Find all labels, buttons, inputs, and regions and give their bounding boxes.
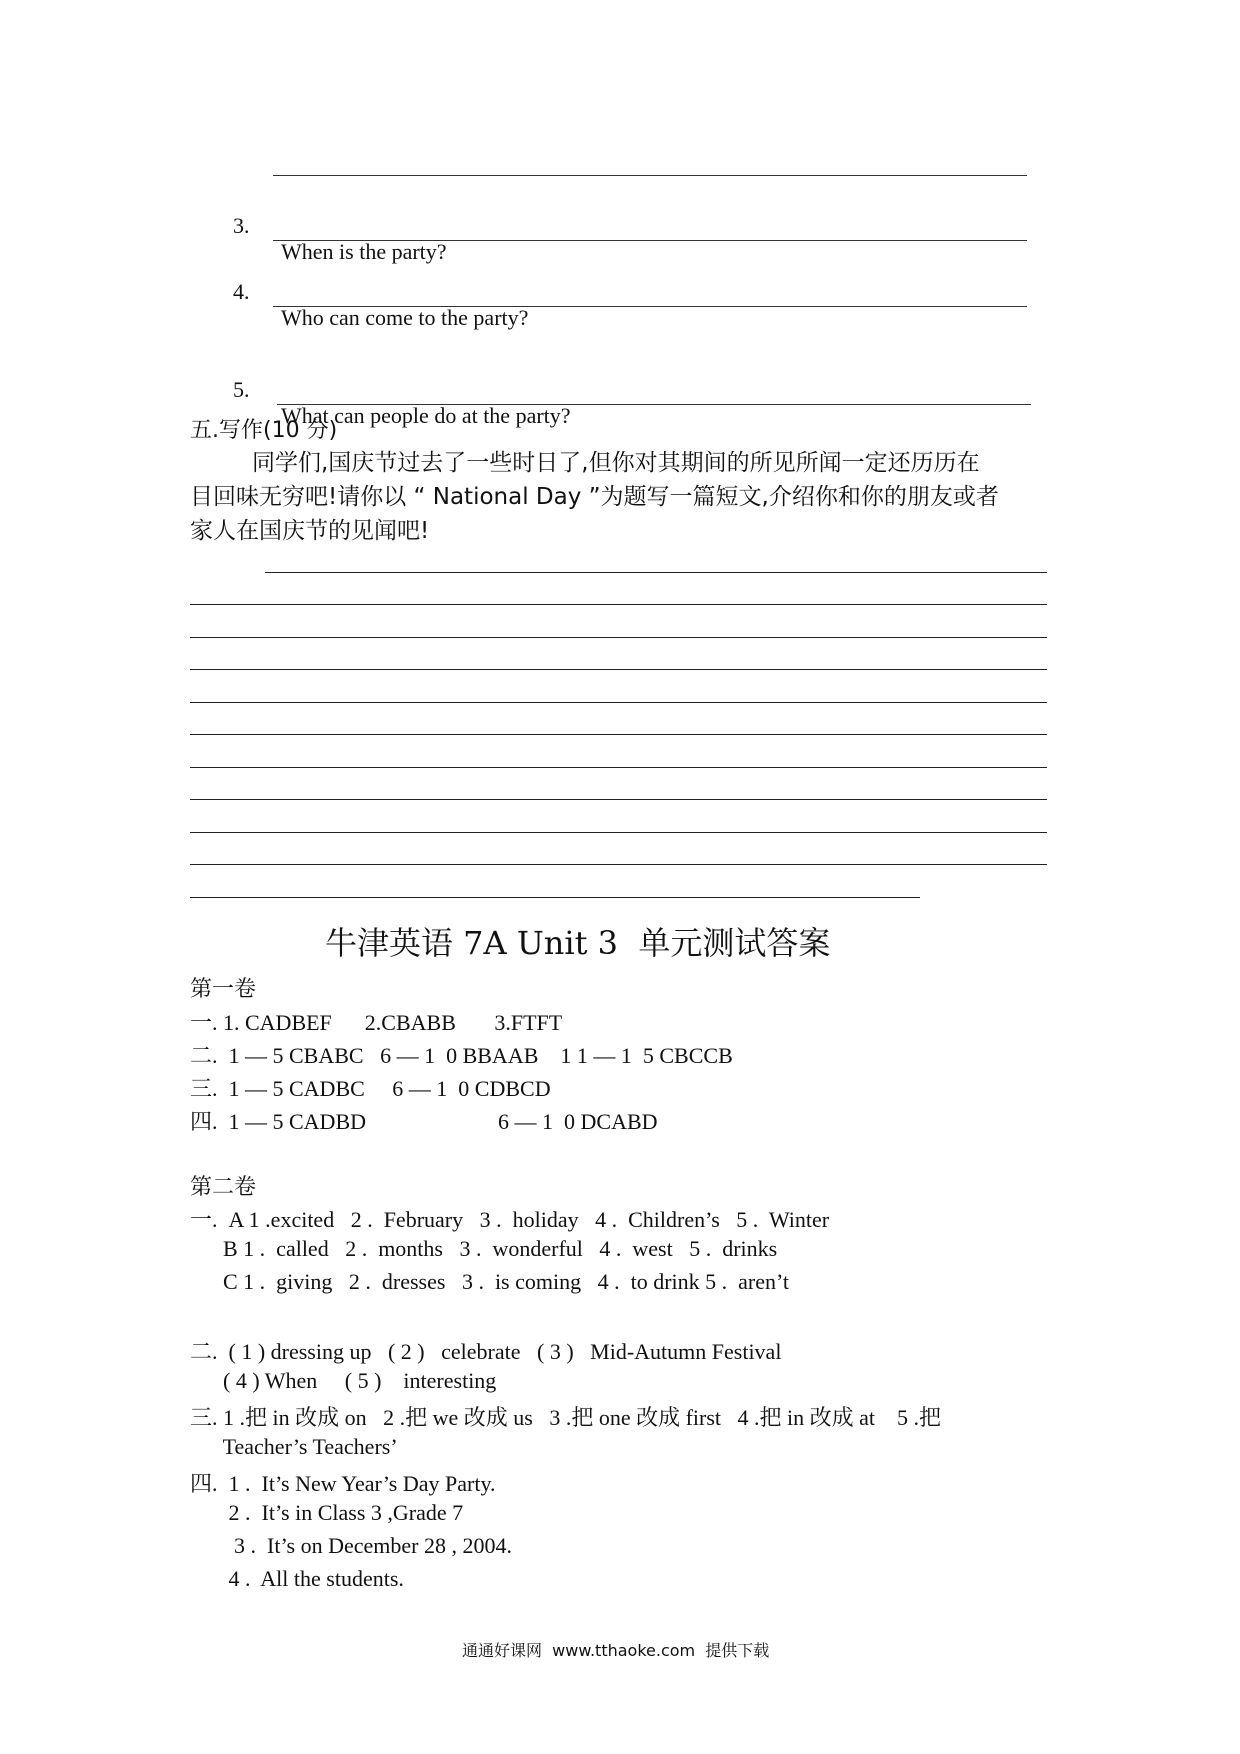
writing-line[interactable] [190,669,1047,670]
question-3 [233,187,1033,264]
writing-line[interactable] [190,767,1047,768]
answer-line[interactable] [277,404,1031,405]
writing-line[interactable] [190,604,1047,605]
answer-line[interactable] [273,175,1027,176]
part2-answer-3: C 1 . giving 2 . dresses 3 . is coming 4 . to drink 5 . aren’t [190,1269,790,1294]
writing-line[interactable] [190,897,920,898]
writing-line[interactable] [190,832,1047,833]
part2-answer-9: 2 . It’s in Class 3 ,Grade 7 [190,1500,464,1525]
part1-answer-4: 四. 1 — 5 CADBD 6 — 1 0 DCABD [190,1109,658,1134]
part2-answer-11: 4 . All the students. [190,1566,404,1591]
writing-prompt-line-1: 同学们,国庆节过去了一些时日了,但你对其期间的所见所闻一定还历历在 [252,450,980,476]
answer-line[interactable] [273,240,1027,241]
part2-answer-1: 一. A 1 .excited 2 . February 3 . holiday 4 . Children’s 5 . Winter [190,1207,830,1232]
part1-answer-2: 二. 1 — 5 CBABC 6 — 1 0 BBAAB 1 1 — 1 5 CBCCB [190,1043,733,1068]
part2-answer-2: B 1 . called 2 . months 3 . wonderful 4 . west 5 . drinks [190,1236,778,1261]
part1-answer-3: 三. 1 — 5 CADBC 6 — 1 0 CDBCD [190,1076,551,1101]
question-4 [233,253,1033,330]
part2-answer-10: 3 . It’s on December 28 , 2004. [190,1533,512,1558]
question-number: 4. [233,279,250,304]
question-number: 3. [233,213,250,238]
answer-line[interactable] [273,306,1027,307]
writing-line[interactable] [190,864,1047,865]
writing-line[interactable] [190,637,1047,638]
writing-prompt-line-2: 目回味无穷吧!请你以 “ National Day ”为题写一篇短文,介绍你和你的朋友或者 [190,484,999,510]
writing-line[interactable] [265,572,1047,573]
part2-answer-8: 四. 1 . It’s New Year’s Day Party. [190,1471,496,1496]
writing-line[interactable] [190,799,1047,800]
writing-line[interactable] [190,702,1047,703]
question-5 [233,351,1033,428]
question-number: 5. [233,377,250,402]
question-text: When is the party? [281,239,447,264]
part2-answer-6: 三. 1 .把 in 改成 on 2 .把 we 改成 us 3 .把 one 改成 first 4 .把 in 改成 at 5 .把 [190,1405,942,1430]
part2-answer-7: Teacher’s Teachers’ [190,1434,398,1459]
part1-label: 第一卷 [190,977,257,1002]
part1-answer-1: 一. 1. CADBEF 2.CBABB 3.FTFT [190,1010,563,1035]
answers-title: 牛津英语 7A Unit 3 单元测试答案 [325,924,831,962]
question-text: What can people do at the party? [281,403,571,428]
footer-credit: 通通好课网 www.tthaoke.com 提供下载 [462,1641,770,1660]
writing-line[interactable] [190,734,1047,735]
writing-heading: 五.写作(10 分) [190,418,338,443]
part2-answer-5: ( 4 ) When ( 5 ) interesting [190,1368,497,1393]
question-text: Who can come to the party? [281,305,529,330]
part2-label: 第二卷 [190,1175,257,1200]
writing-prompt-line-3: 家人在国庆节的见闻吧! [190,518,430,544]
part2-answer-4: 二. ( 1 ) dressing up ( 2 ) celebrate ( 3 ) Mid-Autumn Festival [190,1339,782,1364]
